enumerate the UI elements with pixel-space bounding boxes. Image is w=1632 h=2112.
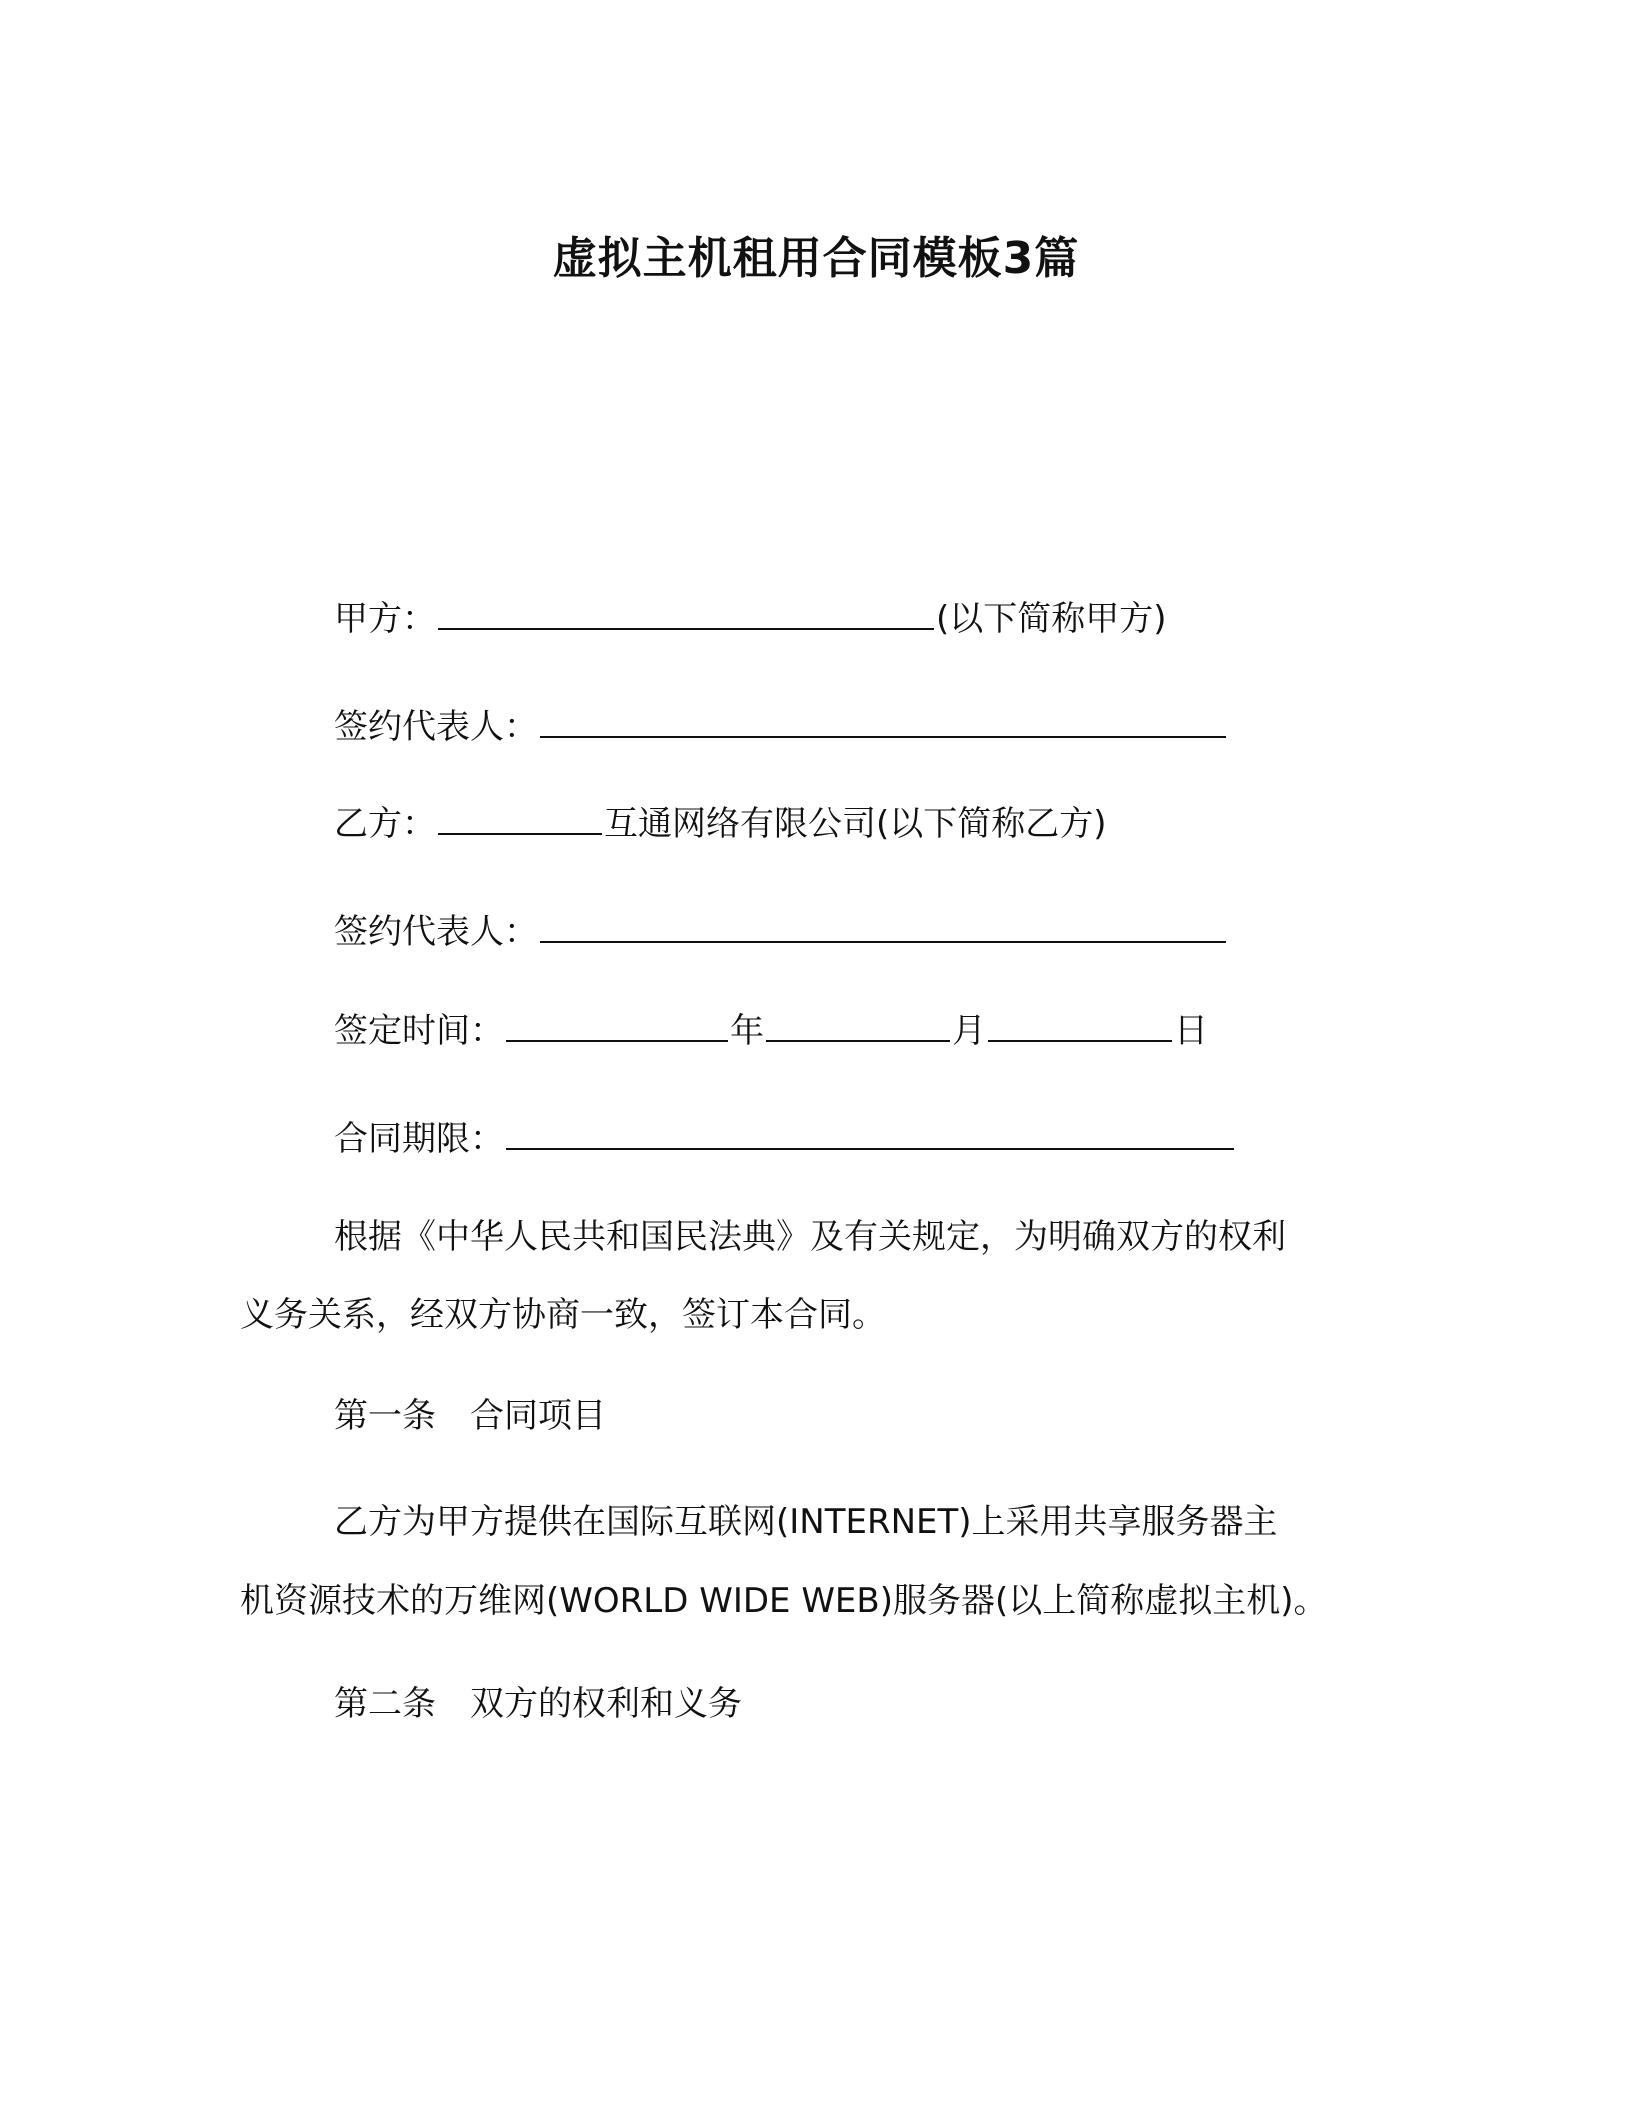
party-a-rep-line (334, 706, 1228, 747)
article1-line-2: 机资源技术的万维网(WORLD WIDE WEB)服务器(以上简称虚拟主机)。 (240, 1581, 1328, 1621)
article1-line-1: 乙方为甲方提供在国际互联网(INTERNET)上采用共享服务器主 (334, 1502, 1278, 1542)
party-a-blank (438, 598, 934, 630)
party-a-line (334, 598, 1167, 639)
intro-line-2: 义务关系，经双方协商一致，签订本合同。 (240, 1295, 886, 1335)
party-b-rep-blank (540, 911, 1226, 943)
party-a-suffix: (以下简称甲方) (936, 599, 1167, 639)
sign-month-blank (766, 1010, 950, 1042)
party-b-suffix: 互通网络有限公司(以下简称乙方) (604, 804, 1107, 844)
party-b-rep-label: 签约代表人： (334, 912, 538, 952)
party-b-label: 乙方： (334, 804, 436, 844)
party-a-label: 甲方： (334, 599, 436, 639)
party-a-rep-label: 签约代表人： (334, 707, 538, 747)
party-b-blank (438, 803, 602, 835)
term-label: 合同期限： (334, 1119, 504, 1159)
sign-date-line (334, 1010, 1208, 1051)
party-b-rep-line (334, 911, 1228, 952)
party-b-line (334, 803, 1107, 844)
term-blank (506, 1118, 1234, 1150)
party-a-rep-blank (540, 706, 1226, 738)
document-title: 虚拟主机租用合同模板3篇 (552, 233, 1080, 284)
sign-year-unit: 年 (730, 1011, 764, 1051)
sign-day-blank (988, 1010, 1172, 1042)
article1-heading: 第一条 合同项目 (334, 1396, 606, 1436)
sign-day-unit: 日 (1174, 1011, 1208, 1051)
article2-heading: 第二条 双方的权利和义务 (334, 1684, 742, 1724)
sign-year-blank (506, 1010, 728, 1042)
sign-month-unit: 月 (952, 1011, 986, 1051)
term-line (334, 1118, 1236, 1159)
intro-line-1: 根据《中华人民共和国民法典》及有关规定，为明确双方的权利 (334, 1217, 1286, 1257)
sign-date-label: 签定时间： (334, 1011, 504, 1051)
